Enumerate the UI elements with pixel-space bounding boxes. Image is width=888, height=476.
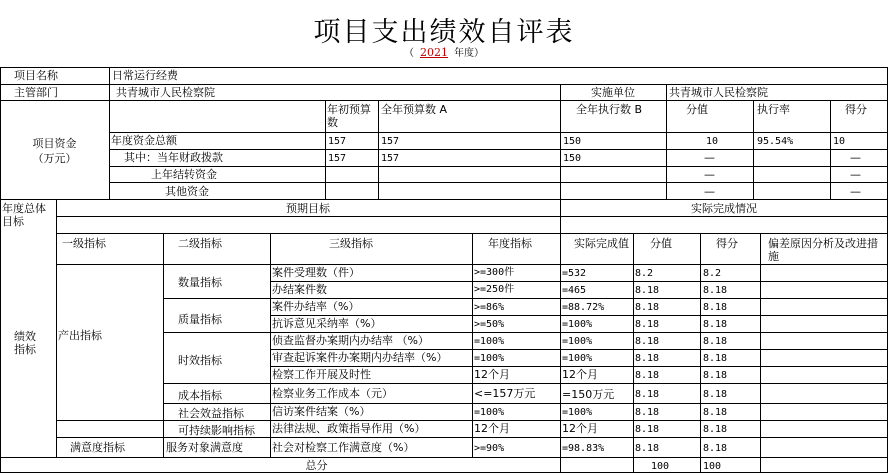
project-name-label: 项目名称 <box>14 69 58 82</box>
grid-line <box>109 149 888 150</box>
funds-row-points: — <box>850 151 861 164</box>
year-label: 年度） <box>454 48 484 59</box>
perf-points: 8.18 <box>703 443 728 454</box>
perf-annual: =100% <box>474 353 505 364</box>
grid-line <box>666 84 667 100</box>
perf-points: 8.18 <box>703 353 728 364</box>
grid-line <box>56 216 888 217</box>
perf-score: 8.18 <box>635 336 660 347</box>
grid-line <box>472 233 473 457</box>
grid-line <box>666 100 667 199</box>
perf-annual: =100% <box>474 407 505 418</box>
grid-line <box>0 67 1 472</box>
grid-line <box>560 84 561 199</box>
funds-row-initial: 157 <box>328 136 347 147</box>
grid-line <box>270 315 888 316</box>
perf-points: 8.18 <box>703 389 728 400</box>
perf-points: 8.18 <box>703 302 728 313</box>
perf-actual: =100% <box>562 407 593 418</box>
funds-row-points: — <box>850 168 861 181</box>
perf-l3: 信访案件结案（%） <box>272 405 371 418</box>
grid-line <box>633 233 634 472</box>
dept-label: 主管部门 <box>14 86 58 99</box>
funds-row-points: — <box>850 185 861 198</box>
perf-l2-quality: 质量指标 <box>178 313 222 326</box>
exec-unit-label: 实施单位 <box>591 86 635 99</box>
funds-row-executed: 150 <box>563 136 582 147</box>
total-points: 100 <box>703 461 722 472</box>
grid-line <box>163 403 888 404</box>
grid-line <box>270 366 888 367</box>
funds-row-score: — <box>704 151 715 164</box>
funds-header-executed: 全年执行数 B <box>576 103 643 116</box>
funds-row-label: 其中：当年财政拨款 <box>124 151 223 164</box>
perf-l3: 社会对检察工作满意度（%） <box>272 441 415 454</box>
perf-actual: =100% <box>562 353 593 364</box>
grid-line <box>0 100 888 101</box>
sheet-title: 项目支出绩效自评表 <box>313 17 575 48</box>
perf-l2-quantity: 数量指标 <box>178 276 222 289</box>
goals-expected: 预期目标 <box>286 202 330 215</box>
grid-line <box>760 233 761 472</box>
perf-actual: =465 <box>562 285 587 296</box>
year-open: （ <box>404 48 414 59</box>
perf-l3: 侦查监督办案期内办结率 （%） <box>272 334 429 347</box>
perf-l2-service: 服务对象满意度 <box>166 441 243 454</box>
grid-line <box>560 199 561 472</box>
funds-row-initial: 157 <box>328 153 347 164</box>
goals-label: 年度总体目标 <box>2 202 46 228</box>
perf-l2-timeliness: 时效指标 <box>178 354 222 367</box>
perf-l3: 检察业务工作成本（元） <box>272 387 393 400</box>
perf-points: 8.18 <box>703 285 728 296</box>
grid-line <box>163 233 164 457</box>
funds-header-rate: 执行率 <box>757 103 790 116</box>
perf-points: 8.18 <box>703 336 728 347</box>
grid-line <box>830 100 831 199</box>
perf-annual: >=300件 <box>474 267 515 278</box>
funds-row-label: 年度资金总额 <box>111 134 177 147</box>
perf-header-score: 分值 <box>650 237 672 250</box>
total-label: 总分 <box>305 459 328 472</box>
perf-score: 8.18 <box>635 353 660 364</box>
perf-actual: =100% <box>562 336 593 347</box>
perf-score: 8.18 <box>635 443 660 454</box>
funds-header-score: 分值 <box>686 103 708 116</box>
grid-line <box>0 457 888 458</box>
perf-annual: 12个月 <box>474 368 510 381</box>
funds-row-score: 10 <box>706 136 719 147</box>
grid-line <box>56 420 57 457</box>
perf-l3: 办结案件数 <box>272 283 327 296</box>
perf-header-deviation: 偏差原因分析及改进措施 <box>768 237 878 263</box>
funds-row-executed: 150 <box>563 153 582 164</box>
perf-score: 8.18 <box>635 389 660 400</box>
funds-row-points: 10 <box>833 136 846 147</box>
perf-points: 8.18 <box>703 319 728 330</box>
funds-row-full: 157 <box>381 136 400 147</box>
grid-line <box>109 67 110 199</box>
perf-actual: =150万元 <box>562 388 615 401</box>
perf-header-l3: 三级指标 <box>329 237 373 250</box>
funds-header-full: 全年预算数 A <box>381 103 448 116</box>
grid-line <box>163 298 888 299</box>
perf-label: 绩效指标 <box>14 330 36 356</box>
perf-actual: 12个月 <box>562 368 598 381</box>
perf-l3: 案件办结率（%） <box>272 300 360 313</box>
funds-row-rate: 95.54% <box>757 136 794 147</box>
perf-points: 8.18 <box>703 424 728 435</box>
grid-line <box>109 166 888 167</box>
perf-score: 8.18 <box>635 370 660 381</box>
perf-header-actual: 实际完成值 <box>574 237 629 250</box>
perf-l1-satisfaction: 满意度指标 <box>70 441 125 454</box>
perf-l3: 抗诉意见采纳率（%） <box>272 317 382 330</box>
perf-score: 8.18 <box>635 424 660 435</box>
funds-label: 项目资金 <box>32 137 77 150</box>
perf-score: 8.18 <box>635 407 660 418</box>
grid-line <box>753 100 754 199</box>
perf-actual: 12个月 <box>562 422 598 435</box>
grid-line <box>325 100 326 199</box>
grid-line <box>0 67 888 68</box>
grid-line <box>109 132 888 133</box>
grid-line <box>270 281 888 282</box>
perf-actual: =88.72% <box>562 302 605 313</box>
perf-l3: 检察工作开展及时性 <box>272 368 371 381</box>
perf-annual: >=90% <box>474 443 505 454</box>
goals-actual: 实际完成情况 <box>691 202 757 215</box>
perf-score: 8.2 <box>635 268 654 279</box>
exec-unit-value: 共青城市人民检察院 <box>669 86 768 99</box>
perf-l3: 案件受理数（件） <box>272 266 360 279</box>
perf-annual: <=157万元 <box>474 387 536 400</box>
grid-line <box>378 100 379 199</box>
funds-header-points: 得分 <box>845 103 867 116</box>
perf-actual: =100% <box>562 319 593 330</box>
grid-line <box>109 182 888 183</box>
perf-score: 8.18 <box>635 285 660 296</box>
perf-header-points: 得分 <box>716 237 738 250</box>
grid-line <box>56 199 57 457</box>
dept-value: 共青城市人民检察院 <box>116 86 215 99</box>
grid-line <box>270 349 888 350</box>
perf-l3: 法律法规、政策指导作用（%） <box>272 422 426 435</box>
grid-line <box>270 233 271 457</box>
perf-l2-sustain: 可持续影响指标 <box>178 424 255 437</box>
perf-header-l2: 二级指标 <box>178 237 222 250</box>
grid-line <box>0 199 888 200</box>
perf-annual: >=250件 <box>474 284 515 295</box>
grid-line <box>0 472 888 473</box>
year-value: 2021 <box>420 46 448 59</box>
perf-points: 8.2 <box>703 268 722 279</box>
grid-line <box>0 84 888 85</box>
perf-actual: =98.83% <box>562 443 605 454</box>
perf-annual: >=86% <box>474 302 505 313</box>
funds-row-label: 其他资金 <box>165 185 209 198</box>
perf-l2-cost: 成本指标 <box>178 389 222 402</box>
perf-header-annual: 年度指标 <box>488 237 532 250</box>
perf-header-l1: 一级指标 <box>62 237 106 250</box>
perf-points: 8.18 <box>703 370 728 381</box>
perf-score: 8.18 <box>635 302 660 313</box>
perf-l2-social: 社会效益指标 <box>178 407 244 420</box>
grid-line <box>163 332 888 333</box>
project-name: 日常运行经费 <box>112 69 178 82</box>
perf-annual: >=50% <box>474 319 505 330</box>
funds-row-full: 157 <box>381 153 400 164</box>
perf-annual: =100% <box>474 336 505 347</box>
perf-actual: =532 <box>562 268 587 279</box>
funds-row-score: — <box>704 168 715 181</box>
total-score: 100 <box>651 461 670 472</box>
perf-points: 8.18 <box>703 407 728 418</box>
funds-unit: （万元） <box>32 152 77 165</box>
year-line <box>0 44 888 59</box>
funds-header-initial: 年初预算数 <box>327 103 371 129</box>
perf-l1-output: 产出指标 <box>58 329 102 342</box>
funds-row-score: — <box>704 185 715 198</box>
grid-line <box>700 233 701 472</box>
grid-line <box>163 383 888 384</box>
perf-l3: 审查起诉案件办案期内办结率（%） <box>272 351 448 364</box>
perf-annual: 12个月 <box>474 422 510 435</box>
funds-row-label: 上年结转资金 <box>151 168 217 181</box>
perf-score: 8.18 <box>635 319 660 330</box>
